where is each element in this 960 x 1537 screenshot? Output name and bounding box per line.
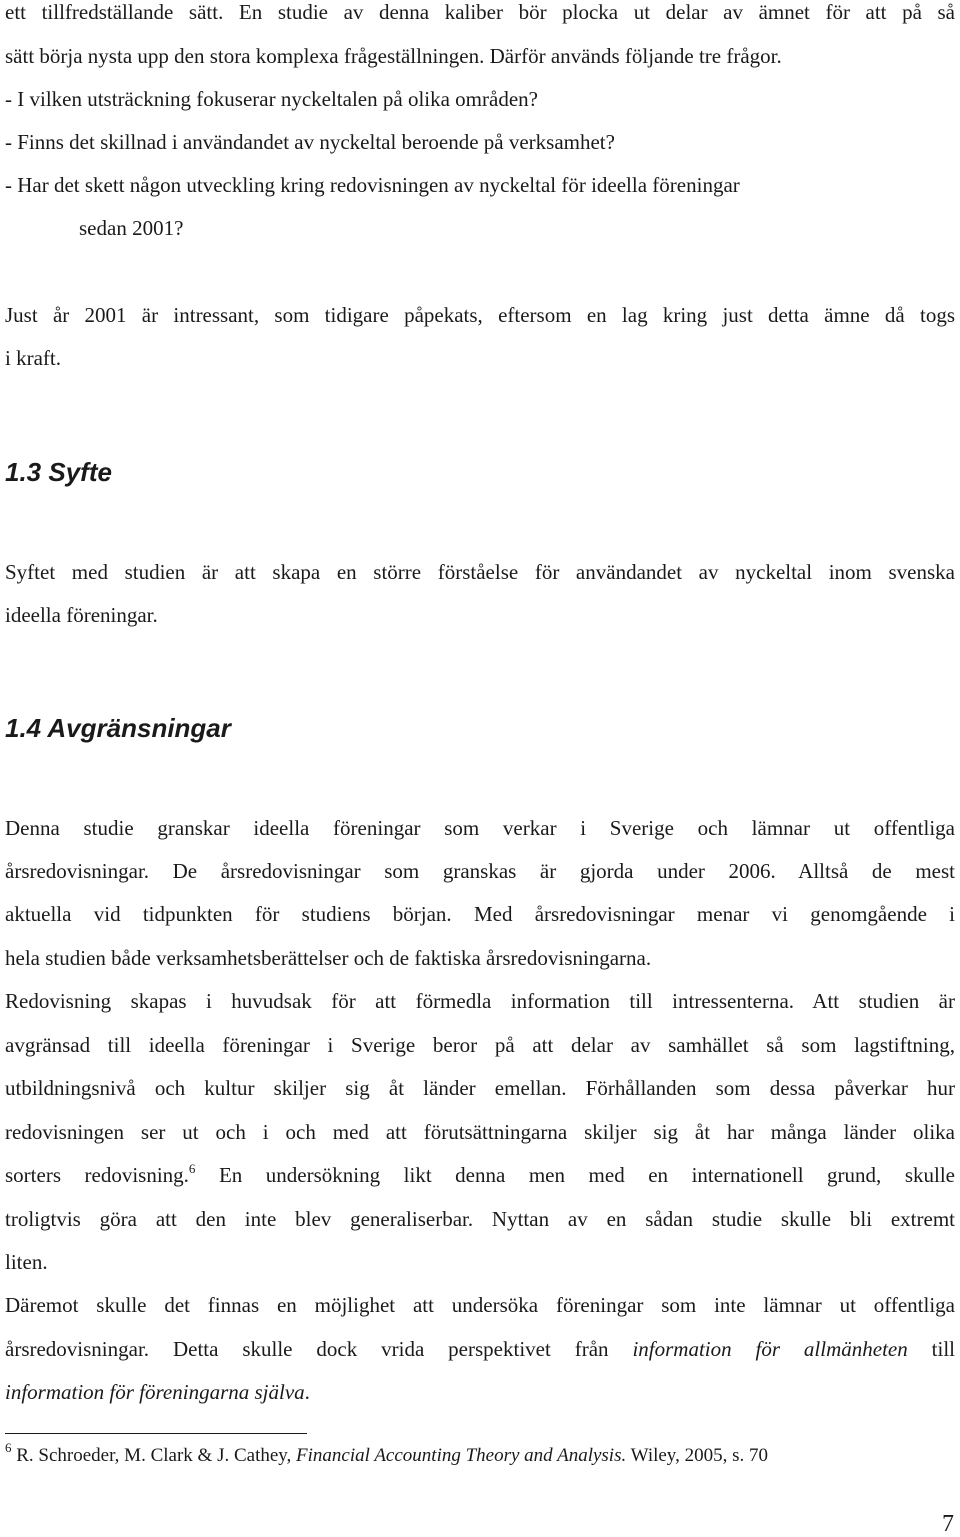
question-item: - Har det skett någon utveckling kring redovisningen av nyckeltal för ideella föreningar: [5, 173, 740, 197]
question-item-continuation: sedan 2001?: [79, 216, 184, 240]
paragraph-line: redovisningen ser ut och i och med att förutsättningarna skiljer sig åt har många länder olika: [5, 1120, 955, 1144]
italic-text: information för föreningarna själva: [5, 1380, 305, 1404]
paragraph-line: [5, 1378, 310, 1406]
paragraph-line: Just år 2001 är intressant, som tidigare påpekats, eftersom en lag kring just detta ämne då togs: [5, 303, 955, 327]
paragraph-line: Denna studie granskar ideella föreningar som verkar i Sverige och lämnar ut offentliga: [5, 816, 955, 840]
text-run: sorters redovisning.: [5, 1163, 189, 1187]
paragraph-line: sätt börja nysta upp den stora komplexa frågeställningen. Därför används följande tre frågor.: [5, 44, 782, 68]
paragraph-line: Däremot skulle det finnas en möjlighet att undersöka föreningar som inte lämnar ut offentliga: [5, 1293, 955, 1317]
footnote-book-title: Financial Accounting Theory and Analysis.: [296, 1445, 627, 1466]
page-number: 7: [942, 1511, 954, 1537]
question-item: - Finns det skillnad i användandet av nyckeltal beroende på verksamhet?: [5, 130, 615, 154]
paragraph-line: liten.: [5, 1250, 48, 1274]
footnote-separator: [5, 1433, 307, 1434]
footnote-text: R. Schroeder, M. Clark & J. Cathey,: [11, 1445, 297, 1466]
section-heading-syfte: 1.3 Syfte: [5, 457, 112, 487]
footnote-text: Wiley, 2005, s. 70: [626, 1445, 768, 1466]
footnote-reference: 6: [188, 1161, 196, 1176]
paragraph-line: ett tillfredställande sätt. En studie av denna kaliber bör plocka ut delar av ämnet för att på så: [5, 0, 955, 24]
question-item: - I vilken utsträckning fokuserar nyckeltalen på olika områden?: [5, 87, 538, 111]
paragraph-line: aktuella vid tidpunkten för studiens början. Med årsredovisningar menar vi genomgående i: [5, 902, 955, 926]
italic-text: information för allmänheten: [632, 1337, 908, 1361]
paragraph-line: ideella föreningar.: [5, 603, 158, 627]
paragraph-line: Syftet med studien är att skapa en större förståelse för användandet av nyckeltal inom svenska: [5, 560, 955, 584]
paragraph-line: utbildningsnivå och kultur skiljer sig åt länder emellan. Förhållanden som dessa påverkar hur: [5, 1076, 955, 1100]
text-run: till: [907, 1337, 955, 1361]
footnote: [5, 1440, 768, 1469]
paragraph-line: årsredovisningar. De årsredovisningar som granskas är gjorda under 2006. Alltså de mest: [5, 859, 955, 883]
paragraph-line: [5, 1335, 955, 1363]
paragraph-line: [5, 1161, 955, 1189]
section-heading-avgransningar: 1.4 Avgränsningar: [5, 713, 231, 743]
text-run: En undersökning likt denna men med en internationell grund, skulle: [195, 1163, 955, 1187]
paragraph-line: avgränsad till ideella föreningar i Sverige beror på att delar av samhället så som lagstiftning,: [5, 1033, 955, 1057]
paragraph-line: Redovisning skapas i huvudsak för att förmedla information till intressenterna. Att studien är: [5, 989, 955, 1013]
paragraph-line: i kraft.: [5, 346, 61, 370]
text-run: årsredovisningar. Detta skulle dock vrida perspektivet från: [5, 1337, 633, 1361]
paragraph-line: troligtvis göra att den inte blev generaliserbar. Nyttan av en sådan studie skulle bli extremt: [5, 1207, 955, 1231]
paragraph-line: hela studien både verksamhetsberättelser och de faktiska årsredovisningarna.: [5, 946, 652, 970]
footnote-number: 6: [5, 1440, 12, 1455]
text-run: .: [304, 1380, 310, 1404]
